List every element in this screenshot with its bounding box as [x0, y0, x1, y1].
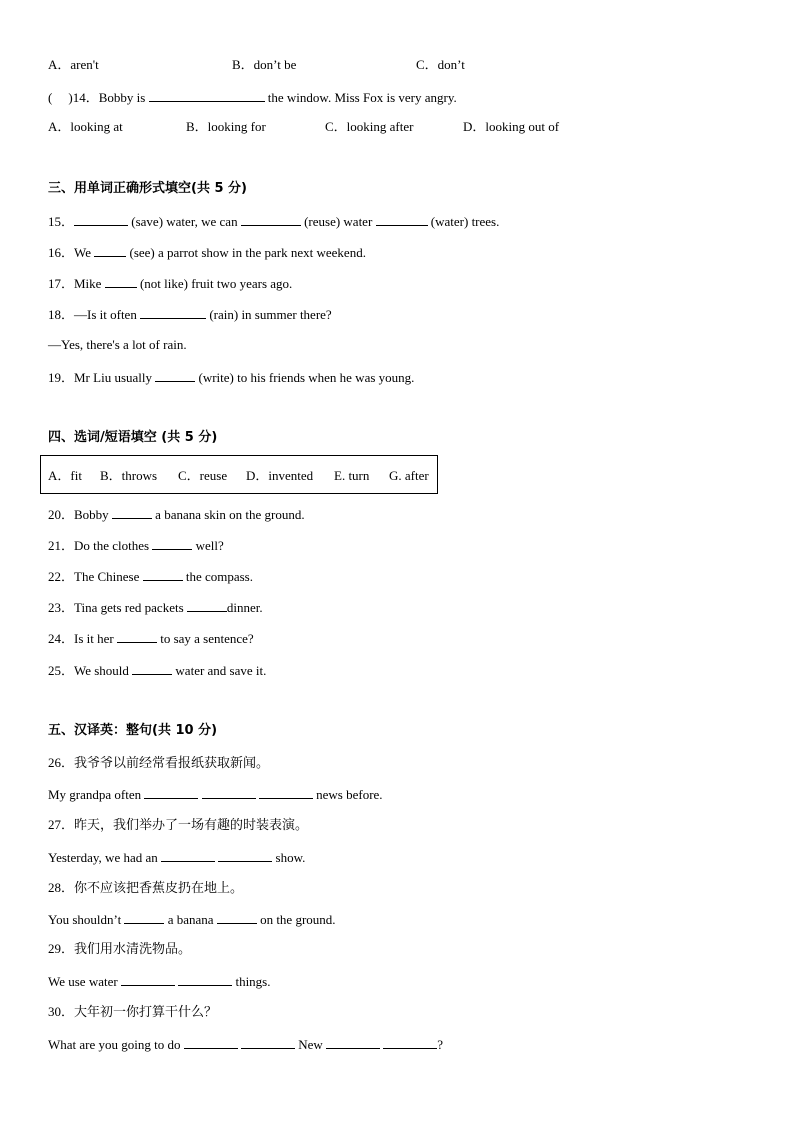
answer-blank[interactable] — [143, 568, 183, 581]
answer-blank[interactable] — [241, 1036, 295, 1049]
q30-stem: What are you going to do — [48, 1037, 181, 1052]
answer-blank[interactable] — [152, 537, 192, 550]
q29-tail: things. — [235, 974, 271, 989]
q26-chinese: 26．我爷爷以前经常看报纸获取新闻。 — [48, 755, 270, 770]
answer-blank[interactable] — [218, 849, 272, 862]
question-17 — [48, 275, 292, 292]
q23-stem: 23．Tina gets red packets — [48, 600, 184, 615]
answer-blank[interactable] — [132, 662, 172, 675]
q14-option-c: C．looking after — [325, 119, 414, 134]
question-16 — [48, 244, 366, 261]
question-18 — [48, 306, 332, 323]
q16-stem: 16．We — [48, 245, 91, 260]
question-20 — [48, 506, 305, 523]
q26-tail: news before. — [316, 787, 383, 802]
section-4-heading: 四、选词/短语填空 (共 5 分) — [48, 430, 218, 445]
answer-blank[interactable] — [94, 244, 126, 257]
word-option-d: D．invented — [246, 468, 314, 483]
answer-blank[interactable] — [149, 89, 265, 102]
q25-stem: 25．We should — [48, 663, 129, 678]
q27-tail: show. — [275, 850, 306, 865]
q23-tail: dinner. — [226, 600, 263, 615]
question-24 — [48, 630, 254, 647]
q15-number: 15． — [48, 214, 75, 229]
q22-stem: 22．The Chinese — [48, 569, 140, 584]
q14-option-a: A．looking at — [48, 119, 123, 134]
answer-blank[interactable] — [241, 213, 301, 226]
q26-stem: My grandpa often — [48, 787, 142, 802]
word-option-e: E. turn — [334, 468, 370, 483]
answer-blank[interactable] — [178, 973, 232, 986]
question-19 — [48, 369, 414, 386]
q30-tail: ? — [437, 1037, 444, 1052]
q27-stem: Yesterday, we had an — [48, 850, 158, 865]
q21-stem: 21．Do the clothes — [48, 538, 150, 553]
answer-blank[interactable] — [117, 630, 157, 643]
answer-blank[interactable] — [161, 849, 215, 862]
answer-blank[interactable] — [140, 306, 206, 319]
q18-tail: (rain) in summer there? — [209, 307, 332, 322]
answer-blank[interactable] — [144, 786, 198, 799]
q18-answer-line: —Yes, there's a lot of rain. — [48, 337, 187, 352]
answer-blank[interactable] — [217, 911, 257, 924]
q20-tail: a banana skin on the ground. — [155, 507, 305, 522]
answer-blank[interactable] — [124, 911, 164, 924]
question-29 — [48, 973, 271, 990]
question-27 — [48, 849, 305, 866]
q13-option-a: A．aren't — [48, 57, 99, 72]
q30-chinese: 30．大年初一你打算干什么？ — [48, 1004, 218, 1019]
q19-tail: (write) to his friends when he was young. — [198, 370, 415, 385]
question-21 — [48, 537, 224, 554]
q24-stem: 24．Is it her — [48, 631, 114, 646]
answer-blank[interactable] — [202, 786, 256, 799]
q14-option-d: D．looking out of — [463, 119, 560, 134]
word-option-c: C．reuse — [178, 468, 228, 483]
q14-tail: the window. Miss Fox is very angry. — [267, 90, 457, 105]
word-option-a: A．fit — [48, 468, 82, 483]
q19-stem: 19．Mr Liu usually — [48, 370, 152, 385]
answer-blank[interactable] — [121, 973, 175, 986]
answer-blank[interactable] — [383, 1036, 437, 1049]
answer-blank[interactable] — [326, 1036, 380, 1049]
q15-text-2: (reuse) water — [304, 214, 373, 229]
q18-stem: 18．—Is it often — [48, 307, 137, 322]
answer-blank[interactable] — [376, 213, 428, 226]
question-25 — [48, 662, 266, 679]
q22-tail: the compass. — [185, 569, 253, 584]
answer-blank[interactable] — [184, 1036, 238, 1049]
answer-paren-close: ) — [68, 90, 73, 105]
q17-stem: 17．Mike — [48, 276, 102, 291]
q27-chinese: 27．昨天，我们举办了一场有趣的时装表演。 — [48, 817, 309, 832]
word-option-g: G. after — [389, 468, 429, 483]
q30-middle: New — [298, 1037, 323, 1052]
q16-tail: (see) a parrot show in the park next weekend. — [129, 245, 366, 260]
question-14 — [48, 89, 457, 106]
answer-blank[interactable] — [112, 506, 152, 519]
q28-middle: a banana — [167, 912, 214, 927]
q14-option-b: B．looking for — [186, 119, 266, 134]
q29-chinese: 29．我们用水清洗物品。 — [48, 941, 192, 956]
q14-stem: 14．Bobby is — [72, 90, 146, 105]
question-15 — [48, 213, 499, 230]
answer-blank[interactable] — [105, 275, 137, 288]
q13-option-c: C．don’t — [416, 57, 465, 72]
q28-tail: on the ground. — [260, 912, 336, 927]
answer-blank[interactable] — [259, 786, 313, 799]
answer-blank[interactable] — [74, 213, 128, 226]
section-3-heading: 三、用单词正确形式填空(共 5 分) — [48, 181, 247, 196]
q21-tail: well? — [195, 538, 224, 553]
q29-stem: We use water — [48, 974, 118, 989]
answer-blank[interactable] — [155, 369, 195, 382]
question-22 — [48, 568, 253, 585]
question-28 — [48, 911, 336, 928]
q17-tail: (not like) fruit two years ago. — [139, 276, 293, 291]
word-option-b: B．throws — [100, 468, 158, 483]
question-26 — [48, 786, 383, 803]
q13-option-b: B．don’t be — [232, 57, 297, 72]
answer-blank[interactable] — [187, 599, 227, 612]
q28-stem: You shouldn’t — [48, 912, 122, 927]
q25-tail: water and save it. — [175, 663, 267, 678]
section-5-heading: 五、汉译英：整句(共 10 分) — [48, 723, 218, 738]
q15-text-3: (water) trees. — [430, 214, 500, 229]
answer-paren-open: ( — [48, 90, 53, 105]
question-23 — [48, 599, 263, 616]
question-30 — [48, 1036, 443, 1053]
word-bank-box — [40, 455, 438, 494]
q20-stem: 20．Bobby — [48, 507, 109, 522]
q28-chinese: 28．你不应该把香蕉皮扔在地上。 — [48, 880, 244, 895]
q15-text-1: (save) water, we can — [131, 214, 238, 229]
q24-tail: to say a sentence? — [160, 631, 254, 646]
